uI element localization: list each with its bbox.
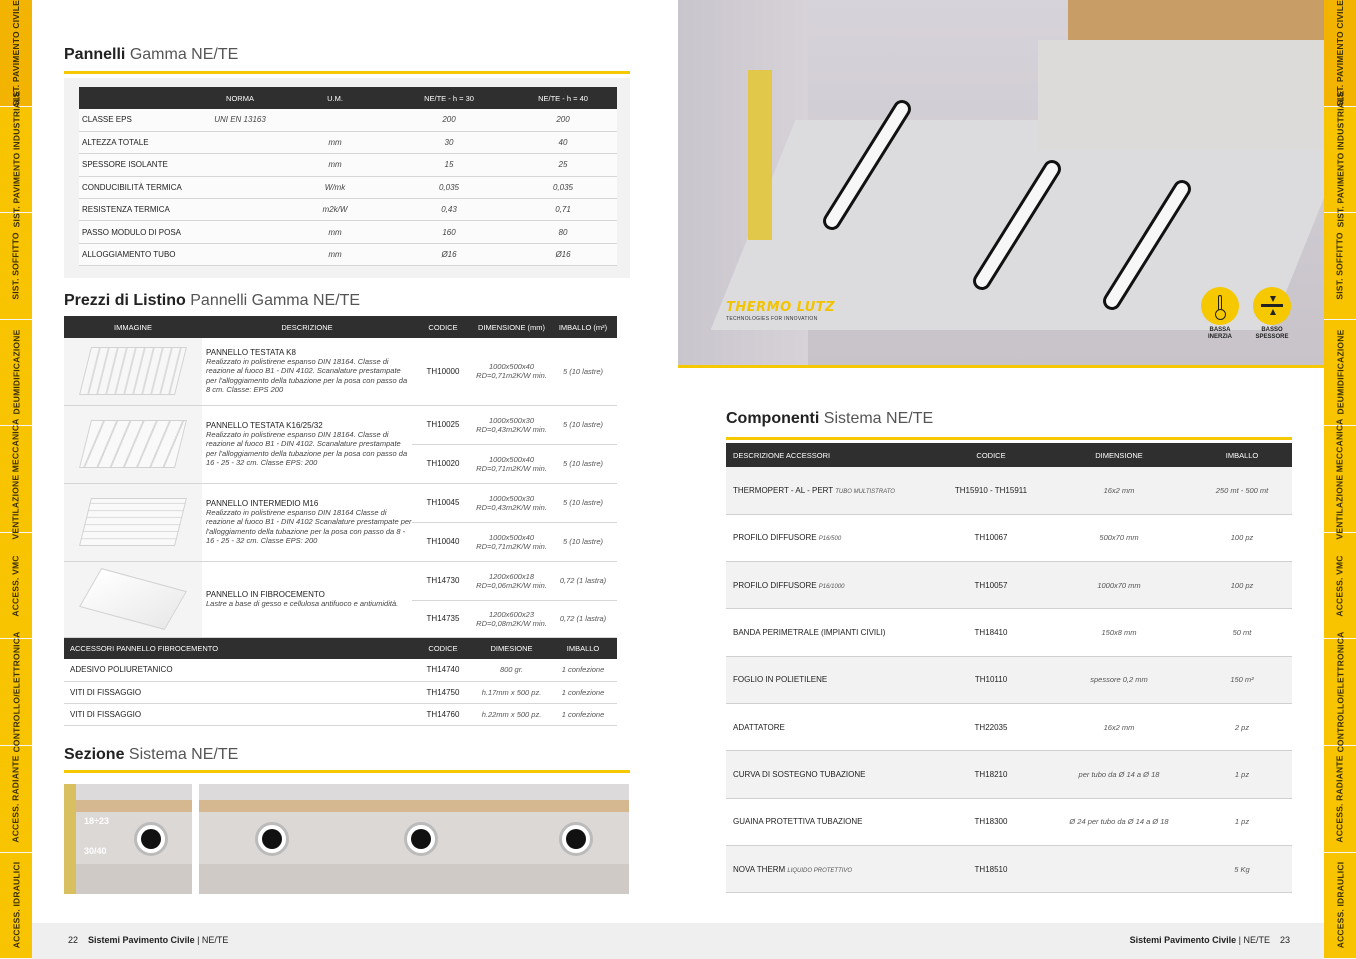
- side-tab-soffitto[interactable]: SIST. SOFFITTO: [0, 213, 32, 320]
- components-rule: [726, 437, 1292, 440]
- side-tab-deumidificazione[interactable]: DEUMIDIFICAZIONE: [1324, 320, 1356, 427]
- table-row: PANNELLO TESTATA K8 Realizzato in polistirene espanso DIN 18164. Classe di reazione al fuoco B1 - DIN 4102. Scanalature prestampate per l'alloggiamento della tubazione per la posa con passo da 8 cm. Classe: EPS 200 TH10000 1000x500x40 RD=0,71m2K/W min. 5 (10 lastre): [64, 338, 617, 405]
- side-tab-controllo[interactable]: CONTROLLO/ELETTRONICA: [0, 639, 32, 746]
- accessories-header: ACCESSORI PANNELLO FIBROCEMENTO CODICE DIMESIONE IMBALLO: [64, 637, 617, 659]
- table-row: PROFILO DIFFUSORE P16/500 TH10067 500x70 mm 100 pz: [726, 514, 1292, 561]
- edge-insulation-strip: [64, 784, 76, 894]
- section-rule: [64, 770, 630, 773]
- table-row: VITI DI FISSAGGIO TH14760 h.22mm x 500 pz. 1 confezione: [64, 703, 617, 725]
- page-footer: [32, 923, 1324, 959]
- panels-heading: Pannelli Gamma NE/TE: [64, 46, 239, 63]
- table-row: PASSO MODULO DI POSA mm 160 80: [79, 221, 617, 243]
- price-list-table: IMMAGINE DESCRIZIONE CODICE DIMENSIONE (mm) IMBALLO (m²) PANNELLO TESTATA K8 Realizzato in polistirene espanso DIN 18164. Classe di reazione al fuoco B1 - DIN 4102. Scanalature prestampate per l'alloggiamento della tubazione per la posa con passo da 8 cm. Classe: EPS 200 TH10000 1000x500x40 RD=0,71m2K/W min. 5 (10 lastre) PANNELLO TESTATA K16/25/32 Realizzato in polistirene espanso DIN 18164. Classe di reazione al fuoco B1 - DIN 4102. Scanalature prestampate per l'alloggiamento della tubazione per la posa con passo da 16 - 25 - 32 cm. Classe EPS: 200 TH10025 1000x500x30 RD=0,43m2K/W min. 5 (10 lastre) TH10020 1000x500x40 RD=0,71m2K/W min. 5 (10 lastre) PANNELLO INTERMEDIO M16 Realizzato in polistirene espanso DIN 18164 Classe di reazione al fuoco B1 - DIN 4102 Scanalature prestampate per l'alloggiamento della tubazione per la posa con passo da 8 - 16 - 25 - 32 cm. Classe EPS: 200 TH10045 1000x500x30 RD=0,43m2K/W min. 5 (10 lastre) TH10040 1000x500x40 RD=0,71m2K/W min. 5 (10 lastre) PANNELLO IN FIBROCEMENTO Lastre a base di gesso e cellulosa antifuoco e antiumidità. TH14730 1200x600x18 RD=0,06m2K/W min. 0,72 (1 lastra) TH14735 1200x600x23 RD=0,08m2K/W min. 0,72 (1 lastra) ACCESSORI PANNELLO FIBROCEMENTO CODICE DIMESIONE IMBALLO ADESIVO POLIURETANICO TH14740 800 gr. 1 confezione VITI DI FISSAGGIO TH14750 h.17mm x 500 pz. 1 confezione VITI DI FISSAGGIO TH14760 h.22mm x 500 pz. 1 confezione: [64, 316, 617, 726]
- side-tab-civile[interactable]: SIST. PAVIMENTO CIVILE: [0, 0, 32, 107]
- wood-floor-layer: [1068, 0, 1324, 40]
- side-tab-controllo[interactable]: CONTROLLO/ELETTRONICA: [1324, 639, 1356, 746]
- low-thickness-badge: BASSO SPESSORE: [1252, 287, 1292, 341]
- side-tab-civile[interactable]: SIST. PAVIMENTO CIVILE: [1324, 0, 1356, 107]
- table-row: PROFILO DIFFUSORE P16/1000 TH10057 1000x70 mm 100 pz: [726, 562, 1292, 609]
- side-tabs-right: [1324, 0, 1356, 959]
- table-row: ADESIVO POLIURETANICO TH14740 800 gr. 1 confezione: [64, 659, 617, 681]
- side-tab-ventilazione[interactable]: VENTILAZIONE MECCANICA: [0, 426, 32, 533]
- table-row: VITI DI FISSAGGIO TH14750 h.17mm x 500 pz. 1 confezione: [64, 681, 617, 703]
- table-row: PANNELLO TESTATA K16/25/32 Realizzato in polistirene espanso DIN 18164. Classe di reazione al fuoco B1 - DIN 4102. Scanalature prestampate per l'alloggiamento della tubazione per la posa con passo da 16 - 25 - 32 cm. Classe EPS: 200 TH10025 1000x500x30 RD=0,43m2K/W min. 5 (10 lastre): [64, 405, 617, 444]
- product-image: [64, 483, 202, 561]
- product-image: [64, 561, 202, 637]
- side-tab-soffitto[interactable]: SIST. SOFFITTO: [1324, 213, 1356, 320]
- panel-m16-image: [79, 498, 187, 546]
- side-tab-industriale[interactable]: SIST. PAVIMENTO INDUSTRIALE: [1324, 107, 1356, 214]
- pipe-section-icon: [559, 822, 593, 856]
- side-tab-deumidificazione[interactable]: DEUMIDIFICAZIONE: [0, 320, 32, 427]
- pipe-section-icon: [134, 822, 168, 856]
- low-thickness-icon: [1261, 304, 1283, 307]
- side-tabs-left: [0, 0, 32, 959]
- panel-k8-image: [79, 347, 187, 395]
- side-tab-radiante[interactable]: ACCESS. RADIANTE: [1324, 746, 1356, 853]
- table-row: TH10020 1000x500x40 RD=0,71m2K/W min. 5 (10 lastre): [64, 444, 617, 483]
- table-row: CURVA DI SOSTEGNO TUBAZIONE TH18210 per tubo da Ø 14 a Ø 18 1 pz: [726, 751, 1292, 798]
- section-drawing-edge: 18÷23 30/40: [64, 784, 192, 894]
- footer-left: 22 Sistemi Pavimento Civile | NE/TE: [68, 935, 229, 945]
- page-number-right: 23: [1279, 935, 1290, 945]
- panels-spec-table: NORMA U.M. NE/TE - h = 30 NE/TE - h = 40 CLASSE EPS UNI EN 13163 200 200 ALTEZZA TOTALE mm 30 40 SPESSORE ISOLANTE mm 15 25 CONDUCIBILITÀ TERMICA W/mk 0,035 0,035 RESISTENZA TERMICA m2k/W 0,43 0,71 PASSO MODULO DI POSA mm 160 80 ALLOGGIAMENTO TUBO mm Ø16 Ø16: [79, 87, 617, 266]
- table-row: TH10040 1000x500x40 RD=0,71m2K/W min. 5 (10 lastre): [64, 522, 617, 561]
- side-tab-industriale[interactable]: SIST. PAVIMENTO INDUSTRIALE: [0, 107, 32, 214]
- thermometer-icon: [1218, 295, 1222, 311]
- panel-fibrocemento-image: [79, 568, 187, 630]
- table-row: BANDA PERIMETRALE (IMPIANTI CIVILI) TH18410 150x8 mm 50 mt: [726, 609, 1292, 656]
- table-row: FOGLIO IN POLIETILENE TH10110 spessore 0,2 mm 150 m²: [726, 656, 1292, 703]
- footer-right: Sistemi Pavimento Civile | NE/TE 23: [1129, 935, 1290, 945]
- panels-rule: [64, 71, 630, 74]
- table-row: ALTEZZA TOTALE mm 30 40: [79, 131, 617, 153]
- panel-k16-image: [79, 420, 187, 468]
- table-row: THERMOPERT - AL - PERT TUBO MULTISTRATO TH15910 - TH15911 16x2 mm 250 mt - 500 mt: [726, 467, 1292, 514]
- product-image: [64, 405, 202, 483]
- section-heading: Sezione Sistema NE/TE: [64, 746, 239, 763]
- side-tab-idraulici[interactable]: ACCESS. IDRAULICI: [1324, 853, 1356, 959]
- table-row: NOVA THERM LIQUIDO PROTETTIVO TH18510 5 Kg: [726, 845, 1292, 892]
- page-number-left: 22: [68, 935, 79, 945]
- thermolutz-logo: THERMO LUTZ TECHNOLOGIES FOR INNOVATION: [726, 300, 836, 322]
- hero-floor-render: [678, 0, 1324, 365]
- table-row: GUAINA PROTETTIVA TUBAZIONE TH18300 Ø 24 per tubo da Ø 14 a Ø 18 1 pz: [726, 798, 1292, 845]
- table-row: PANNELLO INTERMEDIO M16 Realizzato in polistirene espanso DIN 18164 Classe di reazione al fuoco B1 - DIN 4102 Scanalature prestampate per l'alloggiamento della tubazione per la posa con passo da 8 - 16 - 25 - 32 cm. Classe EPS: 200 TH10045 1000x500x30 RD=0,43m2K/W min. 5 (10 lastre): [64, 483, 617, 522]
- table-row: ADATTATORE TH22035 16x2 mm 2 pz: [726, 703, 1292, 750]
- side-tab-access-vmc[interactable]: ACCESS. VMC: [1324, 533, 1356, 640]
- side-tab-idraulici[interactable]: ACCESS. IDRAULICI: [0, 853, 32, 959]
- prices-heading: Prezzi di Listino Pannelli Gamma NE/TE: [64, 292, 361, 309]
- hero-rule: [678, 365, 1324, 368]
- section-drawing-main: [199, 784, 629, 894]
- components-heading: Componenti Sistema NE/TE: [726, 410, 934, 427]
- pipe-section-icon: [255, 822, 289, 856]
- table-row: CONDUCIBILITÀ TERMICA W/mk 0,035 0,035: [79, 176, 617, 198]
- components-table: DESCRIZIONE ACCESSORI CODICE DIMENSIONE IMBALLO THERMOPERT - AL - PERT TUBO MULTISTRATO TH15910 - TH15911 16x2 mm 250 mt - 500 mt PROFILO DIFFUSORE P16/500 TH10067 500x70 mm 100 pz PROFILO DIFFUSORE P16/1000 TH10057 1000x70 mm 100 pz BANDA PERIMETRALE (IMPIANTI CIVILI) TH18410 150x8 mm 50 mt FOGLIO IN POLIETILENE TH10110 spessore 0,2 mm 150 m² ADATTATORE TH22035 16x2 mm 2 pz CURVA DI SOSTEGNO TUBAZIONE TH18210 per tubo da Ø 14 a Ø 18 1 pz GUAINA PROTETTIVA TUBAZIONE TH18300 Ø 24 per tubo da Ø 14 a Ø 18 1 pz NOVA THERM LIQUIDO PROTETTIVO TH18510 5 Kg: [726, 443, 1292, 893]
- table-row: TH14735 1200x600x23 RD=0,08m2K/W min. 0,72 (1 lastra): [64, 600, 617, 637]
- table-row: PANNELLO IN FIBROCEMENTO Lastre a base di gesso e cellulosa antifuoco e antiumidità. TH14730 1200x600x18 RD=0,06m2K/W min. 0,72 (1 lastra): [64, 561, 617, 600]
- table-row: RESISTENZA TERMICA m2k/W 0,43 0,71: [79, 199, 617, 221]
- pipe-section-icon: [404, 822, 438, 856]
- insulation-layer: [748, 70, 772, 240]
- side-tab-access-vmc[interactable]: ACCESS. VMC: [0, 533, 32, 640]
- table-row: CLASSE EPS UNI EN 13163 200 200: [79, 109, 617, 131]
- side-tab-radiante[interactable]: ACCESS. RADIANTE: [0, 746, 32, 853]
- product-image: [64, 338, 202, 405]
- table-row: ALLOGGIAMENTO TUBO mm Ø16 Ø16: [79, 243, 617, 265]
- low-inertia-badge: BASSA INERZIA: [1200, 287, 1240, 341]
- side-tab-ventilazione[interactable]: VENTILAZIONE MECCANICA: [1324, 426, 1356, 533]
- table-row: SPESSORE ISOLANTE mm 15 25: [79, 154, 617, 176]
